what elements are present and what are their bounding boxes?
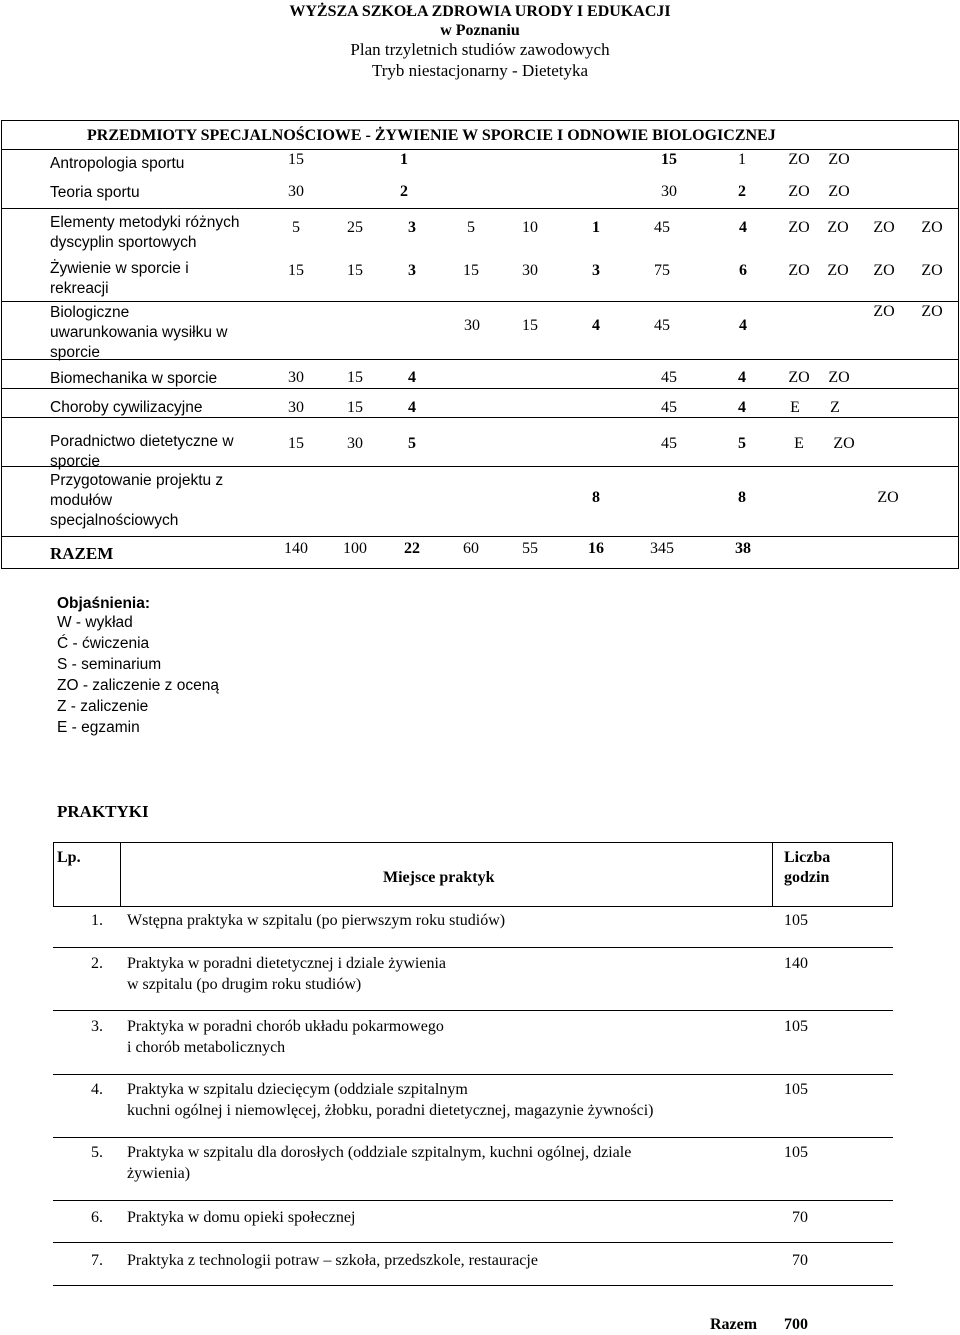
hours-cell: 100 (343, 540, 367, 557)
hours-cell: 30 (464, 317, 480, 334)
table-rule (53, 1285, 893, 1286)
table-rule (892, 842, 893, 906)
subject-name-line: Biomechanika w sporcie (50, 370, 218, 387)
practice-hours: 70 (792, 1252, 808, 1269)
hours-cell: ZO (873, 262, 895, 279)
hours-cell: 45 (661, 435, 677, 452)
legend-item: ZO - zaliczenie z oceną (57, 677, 219, 694)
column-header-place: Miejsce praktyk (383, 869, 495, 886)
practice-place: Praktyka z technologii potraw – szkoła, przedszkole, restauracje (127, 1252, 538, 1269)
plan-title: Plan trzyletnich studiów zawodowych (350, 40, 610, 59)
subject-name (50, 369, 217, 389)
hours-cell: 15 (522, 317, 538, 334)
practice-lp: 4. (91, 1081, 103, 1098)
table-rule (53, 1200, 893, 1201)
legend-item: S - seminarium (57, 656, 162, 673)
legend-item: E - egzamin (57, 719, 140, 736)
subject-name-line: Żywienie w sporcie i (50, 260, 189, 277)
table-rule (53, 1010, 893, 1011)
practice-hours: 105 (784, 1081, 808, 1098)
practice-lp: 3. (91, 1018, 103, 1035)
subject-name-line: Poradnictwo dietetyczne w (50, 433, 234, 450)
practice-place: Praktyka w szpitalu dziecięcym (oddziale szpitalnym (127, 1081, 468, 1098)
hours-cell: 10 (522, 219, 538, 236)
hours-cell: 15 (463, 262, 479, 279)
hours-cell: ZO (828, 369, 850, 386)
hours-cell: ZO (788, 183, 810, 200)
subject-name-line: Choroby cywilizacyjne (50, 399, 203, 416)
table-rule (53, 842, 54, 906)
specialty-table-title: PRZEDMIOTY SPECJALNOŚCIOWE - ŻYWIENIE W SPORCIE I ODNOWIE BIOLOGICZNEJ (87, 127, 776, 144)
table-rule (2, 536, 958, 537)
hours-cell: 4 (739, 219, 747, 236)
school-city: w Poznaniu (440, 22, 520, 39)
hours-cell: ZO (873, 219, 895, 236)
subject-name-line: Antropologia sportu (50, 155, 185, 172)
subject-name (50, 398, 202, 418)
hours-cell: 30 (288, 399, 304, 416)
specialty-subjects-table (1, 120, 959, 569)
practice-lp: 6. (91, 1209, 103, 1226)
hours-cell: ZO (833, 435, 855, 452)
hours-cell: 8 (738, 489, 746, 506)
hours-cell: 15 (288, 262, 304, 279)
subject-name (50, 544, 113, 564)
subject-name-line: sporcie (50, 344, 100, 361)
legend-item: W - wykład (57, 614, 133, 631)
practice-place: Praktyka w szpitalu dla dorosłych (oddziale szpitalnym, kuchni ogólnej, dziale (127, 1144, 632, 1161)
subject-name-line: dyscyplin sportowych (50, 234, 197, 251)
subject-name-line: RAZEM (50, 544, 114, 563)
practice-lp: 5. (91, 1144, 103, 1161)
hours-cell: 15 (347, 399, 363, 416)
subject-name (50, 154, 184, 174)
hours-cell: ZO (827, 262, 849, 279)
hours-cell: 3 (408, 262, 416, 279)
hours-cell: 38 (735, 540, 751, 557)
hours-cell: 45 (654, 317, 670, 334)
hours-cell: 25 (347, 219, 363, 236)
legend-item: Ć - ćwiczenia (57, 635, 150, 652)
hours-cell: E (790, 399, 800, 416)
hours-cell: ZO (828, 183, 850, 200)
practice-place: Praktyka w domu opieki społecznej (127, 1209, 356, 1226)
practice-hours: 105 (784, 1144, 808, 1161)
table-rule (53, 947, 893, 948)
hours-cell: 45 (654, 219, 670, 236)
hours-cell: 15 (661, 151, 677, 168)
hours-cell: 1 (400, 151, 408, 168)
subject-name (50, 213, 240, 253)
table-rule (2, 301, 958, 302)
practice-place: Wstępna praktyka w szpitalu (po pierwszym roku studiów) (127, 912, 506, 929)
subject-name (50, 259, 189, 299)
practice-place: kuchni ogólnej i niemowlęcej, żłobku, poradni dietetycznej, magazynie żywności) (127, 1102, 654, 1119)
hours-cell: 5 (738, 435, 746, 452)
hours-cell: 6 (739, 262, 747, 279)
hours-cell: 5 (467, 219, 475, 236)
hours-cell: 4 (592, 317, 600, 334)
practice-lp: 1. (91, 912, 103, 929)
practice-hours: 105 (784, 912, 808, 929)
legend-item: Z - zaliczenie (57, 698, 149, 715)
hours-cell: ZO (788, 369, 810, 386)
practice-hours: 105 (784, 1018, 808, 1035)
column-header-hours-2: godzin (784, 869, 830, 886)
hours-cell: 55 (522, 540, 538, 557)
hours-cell: 15 (288, 435, 304, 452)
subject-name-line: sporcie (50, 453, 100, 470)
hours-cell: 4 (408, 369, 416, 386)
hours-cell: ZO (828, 151, 850, 168)
hours-cell: ZO (921, 219, 943, 236)
study-mode: Tryb niestacjonarny - Dietetyka (371, 61, 589, 80)
practice-place: w szpitalu (po drugim roku studiów) (127, 976, 362, 993)
subject-name-line: rekreacji (50, 280, 109, 297)
hours-cell: 4 (738, 369, 746, 386)
table-rule (2, 208, 958, 209)
hours-cell: 2 (400, 183, 408, 200)
practices-title: PRAKTYKI (57, 802, 149, 821)
practices-table (53, 842, 893, 1335)
column-header-hours: Liczba (784, 849, 831, 866)
hours-cell: 30 (661, 183, 677, 200)
hours-cell: 5 (292, 219, 300, 236)
practice-lp: 7. (91, 1252, 103, 1269)
hours-cell: 60 (463, 540, 479, 557)
hours-cell: 75 (654, 262, 670, 279)
table-rule (53, 1074, 893, 1075)
practice-hours: 140 (784, 955, 808, 972)
subject-name (50, 303, 227, 363)
subject-name-line: modułów (50, 492, 113, 509)
column-header-lp: Lp. (57, 849, 81, 866)
table-rule (772, 842, 773, 906)
practice-lp: 2. (91, 955, 103, 972)
total-label: Razem (710, 1316, 758, 1333)
hours-cell: 5 (408, 435, 416, 452)
hours-cell: 4 (738, 399, 746, 416)
hours-cell: 15 (347, 369, 363, 386)
hours-cell: 345 (650, 540, 674, 557)
hours-cell: ZO (827, 219, 849, 236)
hours-cell: 140 (284, 540, 308, 557)
practice-place: Praktyka w poradni dietetycznej i dziale żywienia (127, 955, 446, 972)
table-rule (120, 842, 121, 906)
hours-cell: 45 (661, 399, 677, 416)
subject-name-line: uwarunkowania wysiłku w (50, 324, 228, 341)
practice-place: i chorób metabolicznych (127, 1039, 286, 1056)
hours-cell: 30 (522, 262, 538, 279)
table-rule (2, 149, 958, 150)
hours-cell: 15 (347, 262, 363, 279)
hours-cell: ZO (921, 262, 943, 279)
subject-name-line: Przygotowanie projektu z (50, 472, 224, 489)
subject-name (50, 183, 140, 203)
subject-name-line: specjalnościowych (50, 512, 179, 529)
hours-cell: 1 (592, 219, 600, 236)
hours-cell: ZO (921, 303, 943, 320)
practice-hours: 70 (792, 1209, 808, 1226)
hours-cell: 4 (408, 399, 416, 416)
table-rule (53, 906, 893, 907)
hours-cell: 4 (739, 317, 747, 334)
hours-cell: 30 (288, 183, 304, 200)
school-name: WYŻSZA SZKOŁA ZDROWIA URODY I EDUKACJI (289, 3, 671, 20)
table-rule (53, 1137, 893, 1138)
hours-cell: E (794, 435, 804, 452)
table-rule (53, 842, 893, 843)
hours-cell: 30 (347, 435, 363, 452)
hours-cell: 8 (592, 489, 600, 506)
subject-name-line: Biologiczne (50, 304, 130, 321)
hours-cell: 3 (408, 219, 416, 236)
subject-name (50, 471, 223, 531)
hours-cell: 15 (288, 151, 304, 168)
hours-cell: ZO (873, 303, 895, 320)
subject-name-line: Elementy metodyki różnych (50, 214, 240, 231)
legend-list (57, 612, 219, 738)
hours-cell: 2 (738, 183, 746, 200)
hours-cell: ZO (788, 219, 810, 236)
hours-cell: 45 (661, 369, 677, 386)
legend-title: Objaśnienia: (57, 595, 151, 612)
hours-cell: Z (830, 399, 840, 416)
hours-cell: 1 (738, 151, 746, 168)
hours-cell: ZO (788, 262, 810, 279)
total-value: 700 (784, 1316, 808, 1333)
subject-name-line: Teoria sportu (50, 184, 140, 201)
practice-place: Praktyka w poradni chorób układu pokarmowego (127, 1018, 444, 1035)
hours-cell: ZO (788, 151, 810, 168)
table-rule (53, 1242, 893, 1243)
hours-cell: 16 (588, 540, 604, 557)
hours-cell: ZO (877, 489, 899, 506)
hours-cell: 30 (288, 369, 304, 386)
hours-cell: 22 (404, 540, 420, 557)
subject-name (50, 432, 234, 472)
practice-place: żywienia) (127, 1165, 191, 1182)
hours-cell: 3 (592, 262, 600, 279)
